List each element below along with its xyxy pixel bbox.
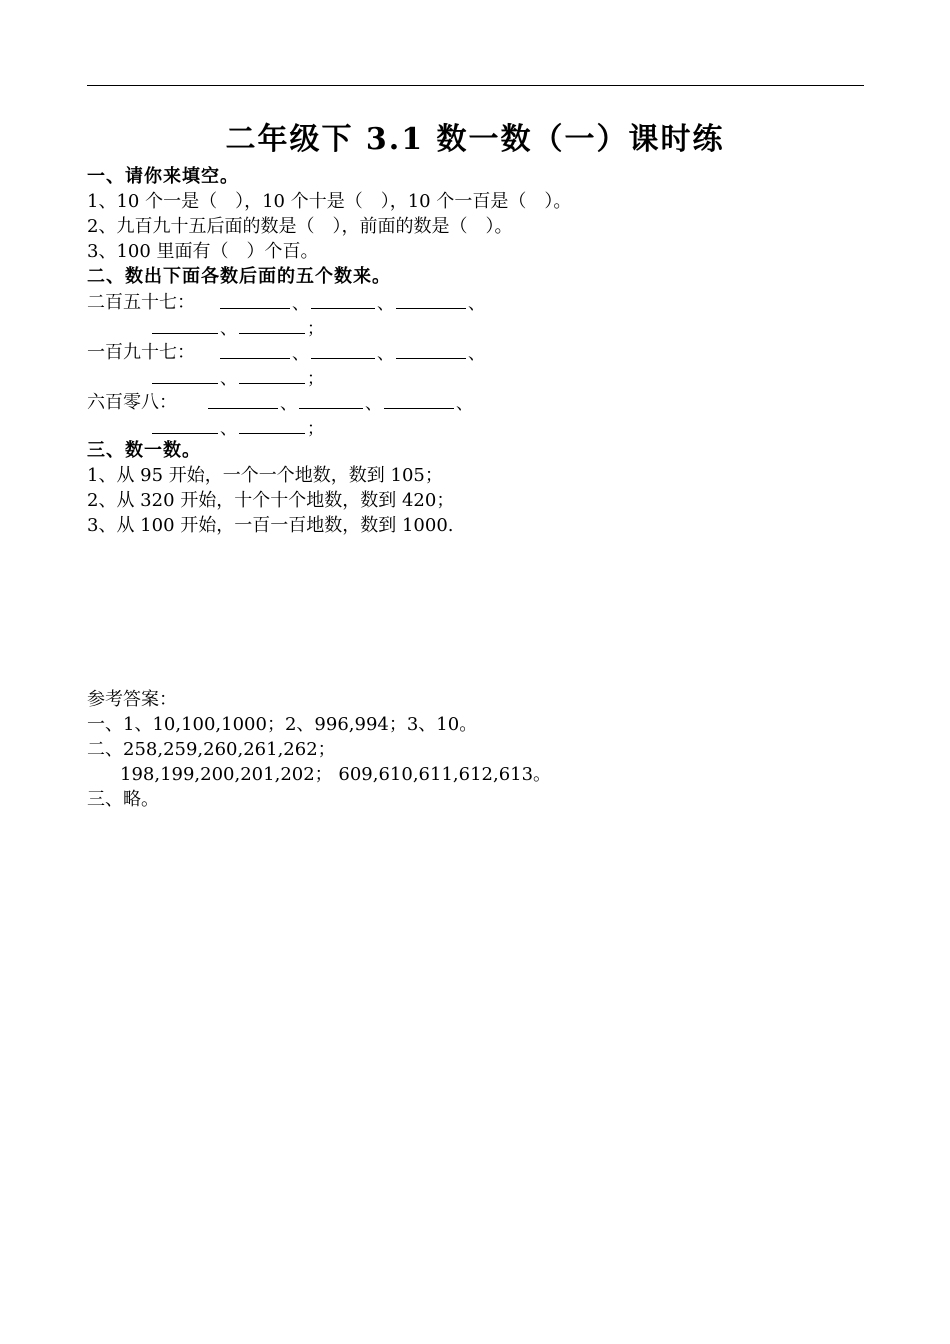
part3-question-1: 1、从 95 开始，一个一个地数，数到 105； (87, 465, 443, 486)
header-rule (87, 85, 864, 86)
answer-part3: 三、略。 (87, 789, 159, 810)
part2-item-3-label: 六百零八： (87, 392, 177, 413)
part2-item-1-blanks-row1: 、 、 、 (220, 290, 487, 317)
answer-blank[interactable] (299, 390, 363, 409)
part1-question-2: 2、九百九十五后面的数是（ ），前面的数是（ ）。 (87, 216, 513, 237)
part2-item-2-label: 一百九十七： (87, 342, 195, 363)
answer-blank[interactable] (396, 340, 466, 359)
answer-blank[interactable] (152, 415, 218, 434)
part2-item-2-blanks-row2: 、 ； (152, 365, 326, 392)
answer-part1: 一、1、10,100,1000；2、996,994；3、10。 (87, 714, 478, 735)
answer-blank[interactable] (311, 290, 375, 309)
part3-heading: 三、数一数。 (87, 440, 201, 461)
answer-part2-line2: 198,199,200,201,202； 609,610,611,612,613。 (120, 764, 552, 785)
answer-blank[interactable] (220, 290, 290, 309)
part2-heading: 二、数出下面各数后面的五个数来。 (87, 266, 391, 287)
answers-heading: 参考答案： (87, 689, 177, 710)
page-title: 二年级下 3.1 数一数（一）课时练 (225, 122, 725, 157)
answer-blank[interactable] (384, 390, 454, 409)
part3-question-3: 3、从 100 开始，一百一百地数，数到 1000. (87, 515, 454, 536)
part1-question-1: 1、10 个一是（ ），10 个十是（ ），10 个一百是（ ）。 (87, 191, 572, 212)
answer-blank[interactable] (239, 315, 305, 334)
part3-question-2: 2、从 320 开始，十个十个地数，数到 420； (87, 490, 455, 511)
part1-question-3: 3、100 里面有（ ）个百。 (87, 241, 319, 262)
answer-blank[interactable] (208, 390, 278, 409)
part1-heading: 一、请你来填空。 (87, 166, 239, 187)
answer-blank[interactable] (311, 340, 375, 359)
answer-blank[interactable] (152, 365, 218, 384)
answer-blank[interactable] (239, 415, 305, 434)
part2-item-1-label: 二百五十七： (87, 292, 195, 313)
answer-blank[interactable] (239, 365, 305, 384)
part2-item-3-blanks-row2: 、 ； (152, 415, 326, 442)
part2-item-1-blanks-row2: 、 ； (152, 315, 326, 342)
part2-item-3-blanks-row1: 、 、 、 (208, 390, 475, 417)
answer-part2-line1: 二、258,259,260,261,262； (87, 739, 336, 760)
part2-item-2-blanks-row1: 、 、 、 (220, 340, 487, 367)
answer-blank[interactable] (396, 290, 466, 309)
answer-blank[interactable] (220, 340, 290, 359)
answer-blank[interactable] (152, 315, 218, 334)
